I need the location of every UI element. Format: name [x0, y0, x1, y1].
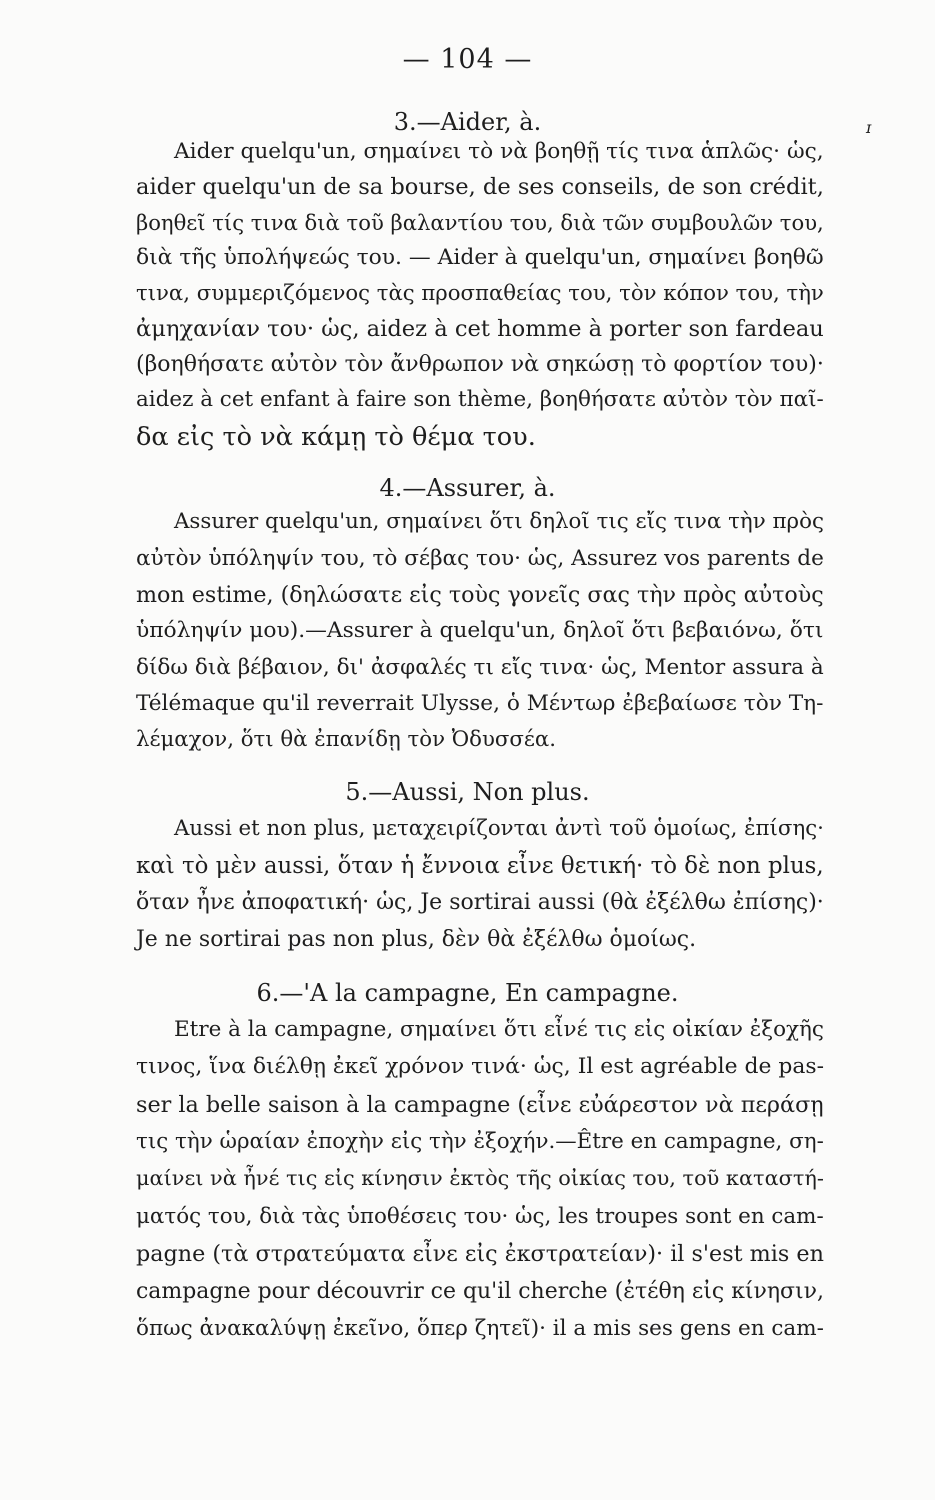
text-line: μαίνει νὰ ἦνέ τις εἰς κίνησιν ἐκτὸς τῆς οἰκίας του, τοῦ καταστή-: [136, 1166, 824, 1190]
text-line: τις τὴν ὡραίαν ἐποχὴν εἰς τὴν ἐξοχήν.—Être en campagne, ση-: [136, 1129, 824, 1154]
section-heading-6: 6.—'A la campagne, En campagne.: [256, 979, 679, 1007]
text-line: καὶ τὸ μὲν aussi, ὅταν ἡ ἔννοια εἶνε θετική· τὸ δὲ non plus,: [136, 853, 824, 879]
text-line: λέμαχον, ὅτι θὰ ἐπανίδῃ τὸν Ὀδυσσέα.: [136, 727, 556, 752]
text-line: mon estime, (δηλώσατε εἰς τοὺς γονεῖς σας τὴν πρὸς αὐτοὺς: [136, 582, 824, 608]
text-line: αὐτὸν ὑπόληψίν του, τὸ σέβας του· ὡς, Assurez vos parents de: [136, 546, 824, 571]
text-line: pagne (τὰ στρατεύματα εἶνε εἰς ἐκστρατείαν)· il s'est mis en: [136, 1241, 824, 1267]
text-line: ματός του, διὰ τὰς ὑποθέσεις του· ὡς, les troupes sont en cam-: [136, 1204, 824, 1229]
text-line: campagne pour découvrir ce qu'il cherche (ἐτέθη εἰς κίνησιν,: [136, 1279, 825, 1304]
page-number: — 104 —: [402, 44, 533, 75]
text-line: Etre à la campagne, σημαίνει ὅτι εἶνέ τις εἰς οἰκίαν ἐξοχῆς: [174, 1017, 824, 1042]
text-line: ὅταν ἦνε ἀποφατική· ὡς, Je sortirai aussi (θὰ ἐξέλθω ἐπίσης)·: [136, 890, 824, 915]
section-heading-4: 4.—Assurer, à.: [379, 474, 556, 502]
text-line: βοηθεῖ τίς τινα διὰ τοῦ βαλαντίου του, διὰ τῶν συμβουλῶν του,: [136, 210, 824, 235]
margin-mark: ɪ: [866, 118, 872, 137]
text-line: Aussi et non plus, μεταχειρίζονται ἀντὶ τοῦ ὁμοίως, ἐπίσης·: [174, 816, 824, 841]
text-line: Aider quelqu'un, σημαίνει τὸ νὰ βοηθῇ τίς τινα ἁπλῶς· ὡς,: [174, 139, 824, 164]
text-line: διὰ τῆς ὑπολήψεώς του. — Aider à quelqu'un, σημαίνει βοηθῶ: [136, 245, 824, 270]
section-heading-5: 5.—Aussi, Non plus.: [345, 778, 590, 806]
text-line: τινος, ἵνα διέλθῃ ἐκεῖ χρόνον τινά· ὡς, Il est agréable de pas-: [136, 1054, 824, 1079]
text-line: aider quelqu'un de sa bourse, de ses conseils, de son crédit,: [136, 174, 824, 200]
text-line: ἀμηχανίαν του· ὡς, aidez à cet homme à porter son fardeau: [136, 316, 824, 342]
text-line: Assurer quelqu'un, σημαίνει ὅτι δηλοῖ τις εἴς τινα τὴν πρὸς: [174, 509, 824, 534]
text-line: Je ne sortirai pas non plus, δὲν θὰ ἐξέλθω ὁμοίως.: [136, 927, 697, 952]
text-line: ὅπως ἀνακαλύψῃ ἐκεῖνο, ὅπερ ζητεῖ)· il a mis ses gens en cam-: [136, 1316, 824, 1341]
text-line: ὑπόληψίν μου).—Assurer à quelqu'un, δηλοῖ ὅτι βεβαιόνω, ὅτι: [136, 618, 824, 643]
section-heading-3: 3.—Aider, à.: [393, 108, 542, 136]
text-line: δίδω διὰ βέβαιον, δι' ἀσφαλές τι εἴς τινα· ὡς, Mentor assura à: [136, 655, 824, 680]
text-line: ser la belle saison à la campagne (εἶνε εὐάρεστον νὰ περάσῃ: [136, 1092, 824, 1118]
text-line: δα εἰς τὸ νὰ κάμῃ τὸ θέμα του.: [136, 422, 536, 452]
text-line: Télémaque qu'il reverrait Ulysse, ὁ Μέντωρ ἐβεβαίωσε τὸν Τη-: [136, 691, 824, 716]
text-line: (βοηθήσατε αὐτὸν τὸν ἄνθρωπον νὰ σηκώσῃ τὸ φορτίον του)·: [136, 352, 824, 377]
text-line: τινα, συμμεριζόμενος τὰς προσπαθείας του, τὸν κόπον του, τὴν: [136, 281, 824, 306]
text-line: aidez à cet enfant à faire son thème, βοηθήσατε αὐτὸν τὸν παῖ-: [136, 387, 824, 412]
